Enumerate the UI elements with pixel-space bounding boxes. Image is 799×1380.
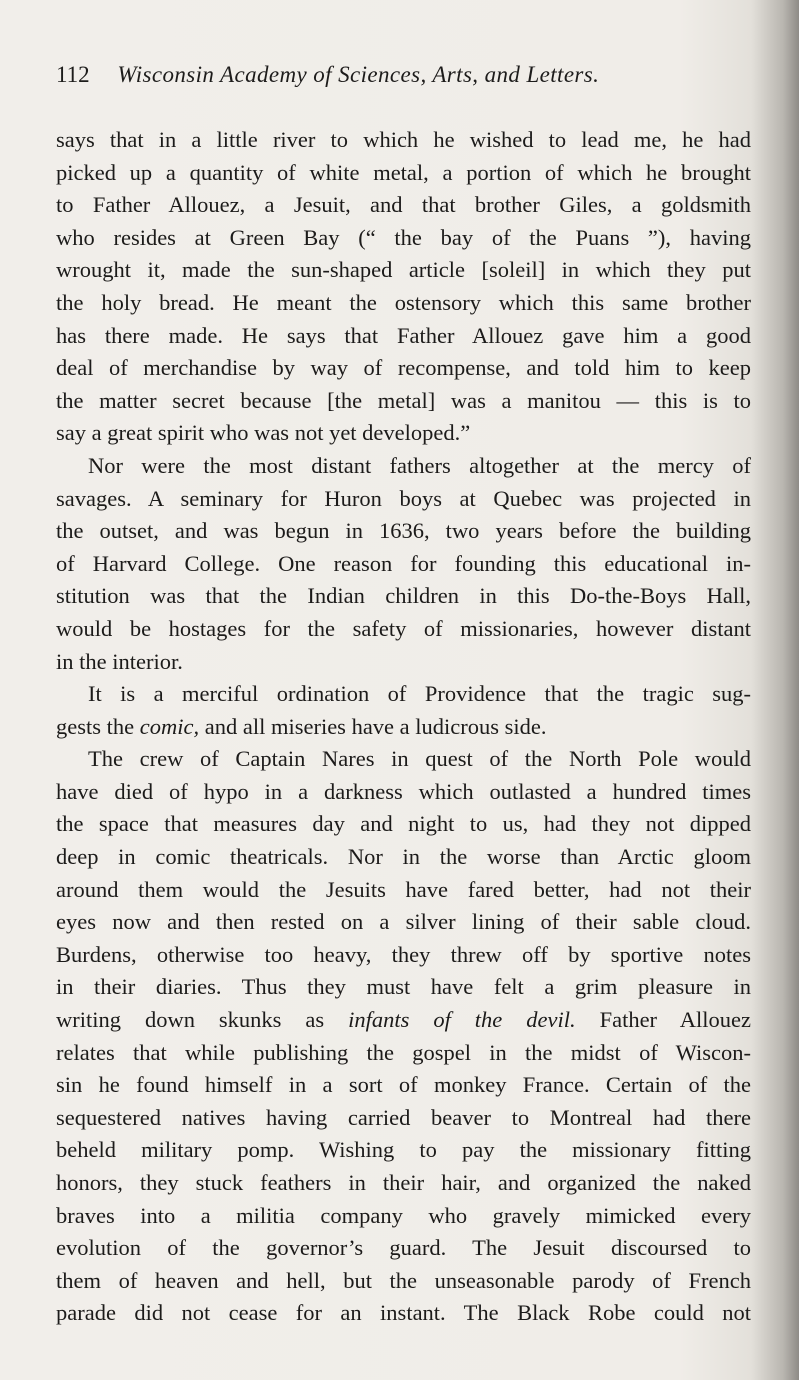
text-line: the matter secret because [the metal] was a manitou — this is to	[56, 387, 751, 413]
text-line: in the interior.	[56, 648, 183, 674]
text-line: in their diaries. Thus they must have felt a grim pleasure in	[56, 974, 751, 1000]
text-line: around them would the Jesuits have fared better, had not their	[56, 876, 751, 902]
text-line: wrought it, made the sun-shaped article [soleil] in which they put	[56, 257, 751, 283]
body-text	[56, 124, 751, 1330]
text-line: deal of merchandise by way of recompense, and told him to keep	[56, 355, 751, 381]
text-line: has there made. He says that Father Allouez gave him a good	[56, 322, 751, 348]
text-line: relates that while publishing the gospel in the midst of Wiscon-	[56, 1039, 751, 1065]
text-line: have died of hypo in a darkness which outlasted a hundred times	[56, 778, 751, 804]
text-line: braves into a militia company who gravely mimicked every	[56, 1202, 751, 1228]
text-line: deep in comic theatricals. Nor in the worse than Arctic gloom	[56, 844, 751, 870]
text-line: Nor were the most distant fathers altogether at the mercy of	[88, 452, 751, 478]
text-line: them of heaven and hell, but the unseasonable parody of French	[56, 1267, 751, 1293]
italic-text: comic,	[139, 713, 200, 739]
text-line: stitution was that the Indian children in this Do-the-Boys Hall,	[56, 583, 751, 609]
text-line: savages. A seminary for Huron boys at Quebec was projected in	[56, 485, 751, 511]
page-number: 112	[56, 62, 90, 87]
text-line: It is a merciful ordination of Providence that the tragic sug-	[88, 681, 751, 707]
italic-text: infants of the devil.	[348, 1007, 576, 1033]
text-line	[56, 711, 751, 744]
text-run: Father Allouez	[575, 1007, 751, 1033]
text-line: sin he found himself in a sort of monkey France. Certain of the	[56, 1072, 751, 1098]
text-line: says that in a little river to which he wished to lead me, he had	[56, 127, 751, 152]
text-line: the space that measures day and night to us, had they not dipped	[56, 811, 751, 837]
text-line: beheld military pomp. Wishing to pay the missionary fitting	[56, 1137, 751, 1163]
page-header	[56, 62, 756, 96]
text-line: the holy bread. He meant the ostensory which this same brother	[56, 289, 751, 315]
text-line: Burdens, otherwise too heavy, they threw off by sportive notes	[56, 941, 751, 967]
text-line: eyes now and then rested on a silver lining of their sable cloud.	[56, 909, 751, 935]
text-line: to Father Allouez, a Jesuit, and that brother Giles, a goldsmith	[56, 192, 751, 218]
text-run: gests the	[56, 713, 140, 739]
text-line: honors, they stuck feathers in their hair, and organized the naked	[56, 1170, 751, 1195]
text-line: say a great spirit who was not yet developed.”	[56, 420, 471, 446]
text-line: picked up a quantity of white metal, a portion of which he brought	[56, 159, 751, 185]
text-line: parade did not cease for an instant. The Black Robe could not	[56, 1300, 751, 1326]
text-line: sequestered natives having carried beaver to Montreal had there	[56, 1104, 751, 1130]
text-line: the outset, and was begun in 1636, two years before the building	[56, 518, 751, 544]
text-run: and all miseries have a ludicrous side.	[199, 713, 547, 739]
text-line: would be hostages for the safety of missionaries, however distant	[56, 615, 751, 641]
text-run: writing down skunks as	[56, 1007, 349, 1033]
text-line: evolution of the governor’s guard. The Jesuit discoursed to	[56, 1235, 751, 1261]
text-line: of Harvard College. One reason for founding this educational in-	[56, 550, 751, 576]
text-line: who resides at Green Bay (“ the bay of the Puans ”), having	[56, 224, 751, 250]
running-title: Wisconsin Academy of Sciences, Arts, and Letters.	[117, 62, 600, 87]
text-line	[56, 1004, 751, 1037]
text-line: The crew of Captain Nares in quest of the North Pole would	[88, 746, 751, 772]
